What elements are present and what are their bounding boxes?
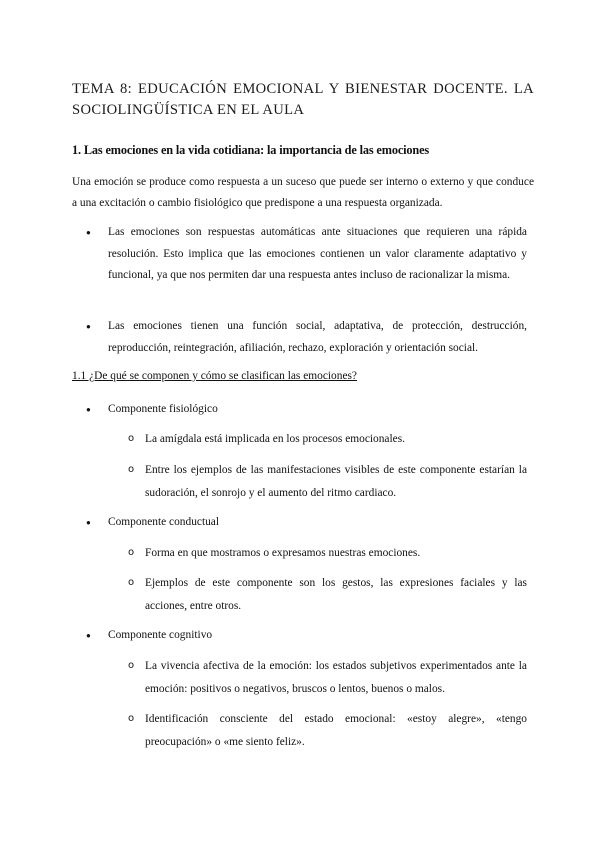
- component-cognitive: ● Componente cognitivo: [108, 625, 527, 647]
- bullet-item-automatic-responses: ● Las emociones son respuestas automáticas ante situaciones que requieren una rápida resolución. Esto implica que las emociones contienen un valor claramente adaptativo y funcional, ya que nos permiten dar una respuesta antes incluso de racionalizar la misma.: [108, 222, 527, 287]
- component-behavioral-item: o Ejemplos de este componente son los gestos, las expresiones faciales y las acciones, entre otros.: [145, 572, 527, 617]
- component-physiological-item: o Entre los ejemplos de las manifestaciones visibles de este componente estarían la sudoración, el sonrojo y el aumento del ritmo cardiaco.: [145, 459, 527, 504]
- page-title: TEMA 8: EDUCACIÓN EMOCIONAL Y BIENESTAR DOCENTE. LA SOCIOLINGÜÍSTICA EN EL AULA: [72, 81, 534, 118]
- bullet-item-social-function: ● Las emociones tienen una función social, adaptativa, de protección, destrucción, reproducción, reintegración, afiliación, rechazo, exploración y orientación social.: [108, 316, 527, 359]
- component-behavioral-item: o Forma en que mostramos o expresamos nuestras emociones.: [145, 542, 527, 565]
- section-heading: 1. Las emociones en la vida cotidiana: la importancia de las emociones: [72, 143, 430, 157]
- component-cognitive-item: o Identificación consciente del estado emocional: «estoy alegre», «tengo preocupación» o «me siento feliz».: [145, 708, 527, 753]
- subsection-heading: 1.1 ¿De qué se componen y cómo se clasifican las emociones?: [72, 370, 357, 382]
- component-cognitive-item: o La vivencia afectiva de la emoción: los estados subjetivos experimentados ante la emoción: positivos o negativos, bruscos o lentos, buenos o malos.: [145, 655, 527, 700]
- component-physiological: ● Componente fisiológico: [108, 399, 527, 421]
- component-physiological-item: o La amígdala está implicada en los procesos emocionales.: [145, 428, 527, 451]
- component-behavioral: ● Componente conductual: [108, 512, 527, 534]
- intro-paragraph: Una emoción se produce como respuesta a un suceso que puede ser interno o externo y que conduce a una excitación o cambio fisiológico que predispone a una respuesta organizada.: [72, 176, 534, 209]
